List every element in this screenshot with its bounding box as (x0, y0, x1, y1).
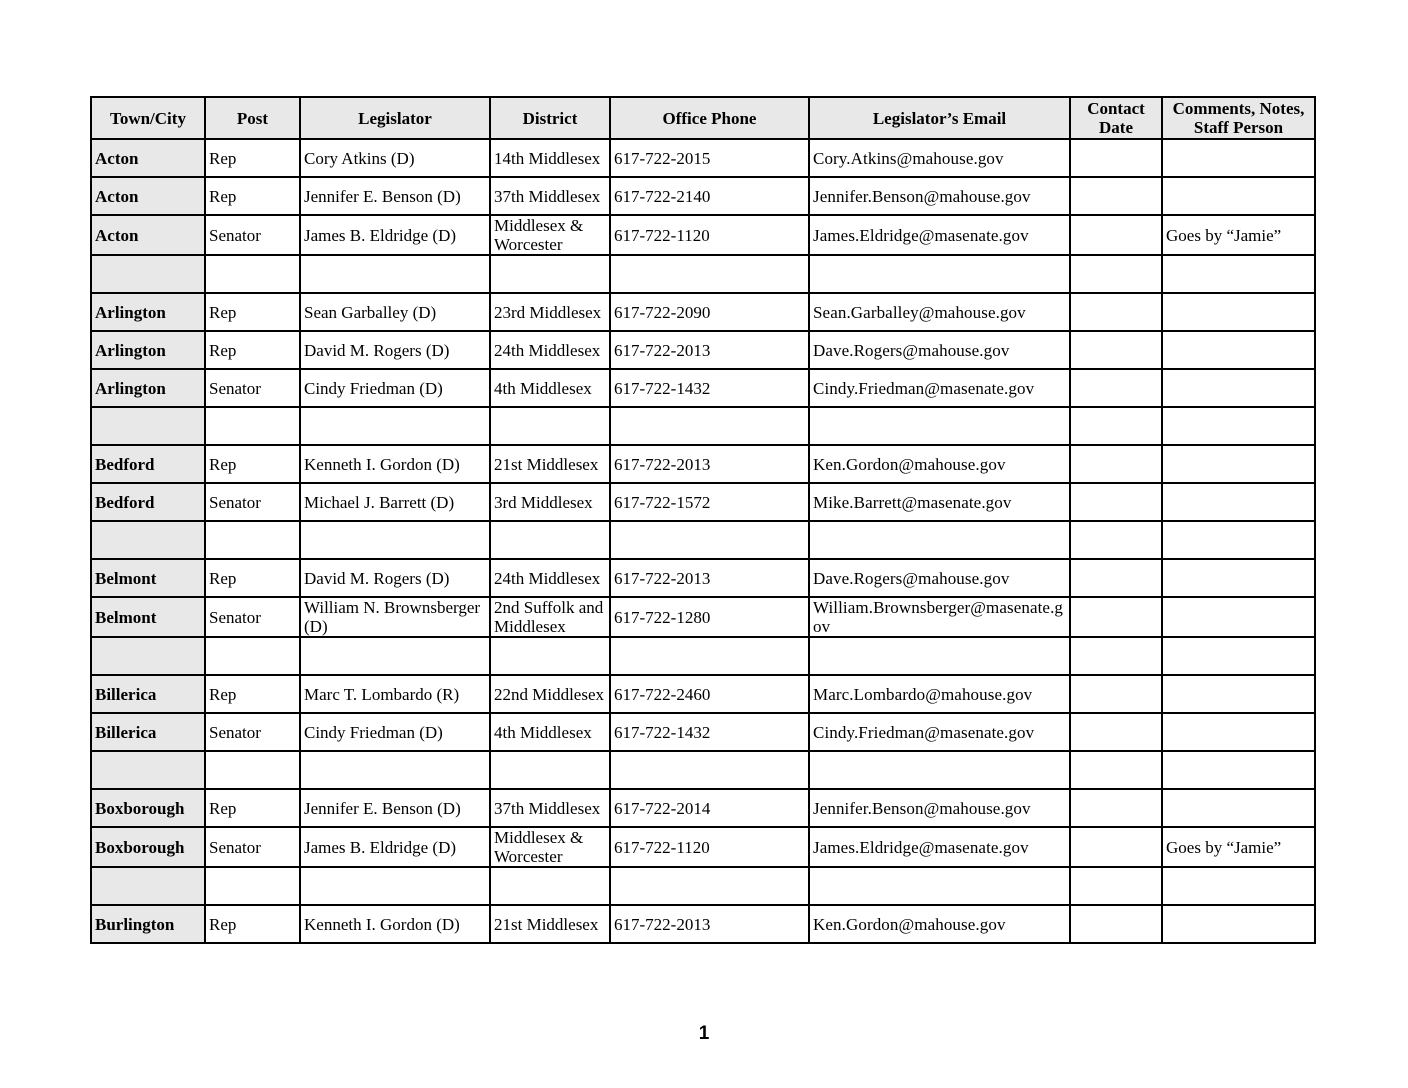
cell-legislator: Kenneth I. Gordon (D) (300, 905, 490, 943)
cell-comments (1162, 293, 1315, 331)
cell-legislator: Marc T. Lombardo (R) (300, 675, 490, 713)
cell-post: Rep (205, 675, 300, 713)
cell-district: 37th Middlesex (490, 789, 610, 827)
cell-legislator: James B. Eldridge (D) (300, 827, 490, 867)
cell-phone: 617-722-1432 (610, 369, 809, 407)
header-comments: Comments, Notes, Staff Person (1162, 97, 1315, 139)
cell-town: Arlington (91, 331, 205, 369)
cell-phone: 617-722-2015 (610, 139, 809, 177)
cell-post: Senator (205, 827, 300, 867)
cell-town (91, 867, 205, 905)
table-row (91, 139, 1315, 177)
cell-phone (610, 255, 809, 293)
cell-town: Acton (91, 215, 205, 255)
cell-post (205, 867, 300, 905)
cell-town: Belmont (91, 559, 205, 597)
table-row (91, 789, 1315, 827)
cell-comments: Goes by “Jamie” (1162, 215, 1315, 255)
cell-comments (1162, 445, 1315, 483)
cell-district: 24th Middlesex (490, 331, 610, 369)
cell-email: Cindy.Friedman@masenate.gov (809, 369, 1070, 407)
cell-legislator (300, 521, 490, 559)
cell-legislator (300, 407, 490, 445)
cell-legislator (300, 255, 490, 293)
cell-email: Jennifer.Benson@mahouse.gov (809, 177, 1070, 215)
header-district: District (490, 97, 610, 139)
cell-legislator (300, 637, 490, 675)
cell-comments (1162, 369, 1315, 407)
table-body (91, 139, 1315, 943)
cell-district: 24th Middlesex (490, 559, 610, 597)
cell-contact-date (1070, 751, 1162, 789)
cell-legislator: David M. Rogers (D) (300, 331, 490, 369)
cell-comments (1162, 905, 1315, 943)
cell-legislator: William N. Brownsberger (D) (300, 597, 490, 637)
cell-email (809, 255, 1070, 293)
header-post: Post (205, 97, 300, 139)
cell-district (490, 407, 610, 445)
cell-phone: 617-722-1572 (610, 483, 809, 521)
cell-district (490, 751, 610, 789)
cell-district: 23rd Middlesex (490, 293, 610, 331)
cell-email: Sean.Garballey@mahouse.gov (809, 293, 1070, 331)
cell-town: Billerica (91, 675, 205, 713)
cell-email: Cory.Atkins@mahouse.gov (809, 139, 1070, 177)
table-row (91, 713, 1315, 751)
cell-email: James.Eldridge@masenate.gov (809, 827, 1070, 867)
header-office-phone: Office Phone (610, 97, 809, 139)
header-contact-date: Contact Date (1070, 97, 1162, 139)
table-row (91, 559, 1315, 597)
cell-contact-date (1070, 905, 1162, 943)
cell-email: Cindy.Friedman@masenate.gov (809, 713, 1070, 751)
table-row (91, 867, 1315, 905)
cell-contact-date (1070, 483, 1162, 521)
cell-email (809, 521, 1070, 559)
cell-comments: Goes by “Jamie” (1162, 827, 1315, 867)
cell-legislator: Sean Garballey (D) (300, 293, 490, 331)
cell-district (490, 521, 610, 559)
cell-comments (1162, 789, 1315, 827)
cell-contact-date (1070, 827, 1162, 867)
cell-legislator: Kenneth I. Gordon (D) (300, 445, 490, 483)
cell-post: Rep (205, 177, 300, 215)
cell-contact-date (1070, 713, 1162, 751)
cell-phone: 617-722-2013 (610, 559, 809, 597)
cell-contact-date (1070, 521, 1162, 559)
cell-district: 22nd Middlesex (490, 675, 610, 713)
table-row (91, 407, 1315, 445)
cell-contact-date (1070, 369, 1162, 407)
cell-town: Bedford (91, 483, 205, 521)
table-row (91, 751, 1315, 789)
cell-district: Middlesex & Worcester (490, 827, 610, 867)
cell-legislator (300, 751, 490, 789)
header-email: Legislator’s Email (809, 97, 1070, 139)
header-row (91, 97, 1315, 139)
cell-comments (1162, 255, 1315, 293)
cell-phone (610, 751, 809, 789)
table-row (91, 521, 1315, 559)
cell-town: Boxborough (91, 827, 205, 867)
table-row (91, 675, 1315, 713)
cell-legislator: Jennifer E. Benson (D) (300, 177, 490, 215)
page-number: 1 (698, 1023, 710, 1044)
cell-legislator: Cindy Friedman (D) (300, 713, 490, 751)
cell-town: Burlington (91, 905, 205, 943)
cell-comments (1162, 483, 1315, 521)
cell-town: Acton (91, 139, 205, 177)
cell-town: Bedford (91, 445, 205, 483)
cell-phone: 617-722-1432 (610, 713, 809, 751)
cell-comments (1162, 407, 1315, 445)
cell-email: Marc.Lombardo@mahouse.gov (809, 675, 1070, 713)
cell-town: Boxborough (91, 789, 205, 827)
cell-post: Rep (205, 905, 300, 943)
cell-legislator (300, 867, 490, 905)
header-legislator: Legislator (300, 97, 490, 139)
cell-district: 21st Middlesex (490, 445, 610, 483)
cell-email: James.Eldridge@masenate.gov (809, 215, 1070, 255)
cell-contact-date (1070, 255, 1162, 293)
cell-contact-date (1070, 867, 1162, 905)
cell-legislator: Jennifer E. Benson (D) (300, 789, 490, 827)
cell-district (490, 637, 610, 675)
cell-district: 4th Middlesex (490, 713, 610, 751)
cell-post: Rep (205, 293, 300, 331)
cell-contact-date (1070, 597, 1162, 637)
legislator-contact-table (90, 96, 1316, 944)
cell-town (91, 255, 205, 293)
cell-phone: 617-722-2090 (610, 293, 809, 331)
cell-legislator: James B. Eldridge (D) (300, 215, 490, 255)
cell-town: Billerica (91, 713, 205, 751)
cell-comments (1162, 675, 1315, 713)
cell-phone: 617-722-1280 (610, 597, 809, 637)
cell-town (91, 637, 205, 675)
cell-district: 37th Middlesex (490, 177, 610, 215)
cell-district: 2nd Suffolk and Middlesex (490, 597, 610, 637)
table-row (91, 905, 1315, 943)
table-row (91, 445, 1315, 483)
header-town-city: Town/City (91, 97, 205, 139)
cell-phone: 617-722-2460 (610, 675, 809, 713)
cell-phone (610, 637, 809, 675)
cell-contact-date (1070, 559, 1162, 597)
cell-post: Rep (205, 559, 300, 597)
cell-email: Mike.Barrett@masenate.gov (809, 483, 1070, 521)
cell-email (809, 751, 1070, 789)
cell-comments (1162, 177, 1315, 215)
cell-email: Jennifer.Benson@mahouse.gov (809, 789, 1070, 827)
cell-contact-date (1070, 139, 1162, 177)
cell-email: William.Brownsberger@masenate.gov (809, 597, 1070, 637)
table-row (91, 483, 1315, 521)
cell-post (205, 751, 300, 789)
cell-email: Dave.Rogers@mahouse.gov (809, 559, 1070, 597)
table-row (91, 215, 1315, 255)
cell-legislator: Michael J. Barrett (D) (300, 483, 490, 521)
table-row (91, 369, 1315, 407)
cell-post (205, 521, 300, 559)
cell-legislator: David M. Rogers (D) (300, 559, 490, 597)
cell-comments (1162, 521, 1315, 559)
cell-contact-date (1070, 789, 1162, 827)
cell-town (91, 407, 205, 445)
table-row (91, 637, 1315, 675)
table-row (91, 293, 1315, 331)
cell-post (205, 407, 300, 445)
cell-legislator: Cory Atkins (D) (300, 139, 490, 177)
cell-phone: 617-722-2013 (610, 331, 809, 369)
cell-phone (610, 521, 809, 559)
cell-post: Rep (205, 139, 300, 177)
cell-post: Rep (205, 445, 300, 483)
cell-post: Senator (205, 369, 300, 407)
table-row (91, 177, 1315, 215)
cell-contact-date (1070, 407, 1162, 445)
cell-comments (1162, 751, 1315, 789)
cell-post: Rep (205, 331, 300, 369)
cell-contact-date (1070, 331, 1162, 369)
cell-phone (610, 407, 809, 445)
cell-comments (1162, 713, 1315, 751)
cell-contact-date (1070, 177, 1162, 215)
cell-contact-date (1070, 293, 1162, 331)
cell-phone: 617-722-2140 (610, 177, 809, 215)
cell-email: Ken.Gordon@mahouse.gov (809, 445, 1070, 483)
cell-district: Middlesex & Worcester (490, 215, 610, 255)
cell-contact-date (1070, 675, 1162, 713)
cell-comments (1162, 559, 1315, 597)
cell-town (91, 521, 205, 559)
cell-district: 21st Middlesex (490, 905, 610, 943)
cell-district: 14th Middlesex (490, 139, 610, 177)
cell-post: Senator (205, 597, 300, 637)
table-row (91, 597, 1315, 637)
cell-post (205, 637, 300, 675)
cell-contact-date (1070, 215, 1162, 255)
cell-phone: 617-722-1120 (610, 215, 809, 255)
cell-contact-date (1070, 637, 1162, 675)
table-row (91, 827, 1315, 867)
cell-phone (610, 867, 809, 905)
cell-district (490, 867, 610, 905)
cell-comments (1162, 637, 1315, 675)
cell-district: 3rd Middlesex (490, 483, 610, 521)
cell-comments (1162, 331, 1315, 369)
cell-district (490, 255, 610, 293)
cell-post: Rep (205, 789, 300, 827)
cell-comments (1162, 867, 1315, 905)
cell-post (205, 255, 300, 293)
cell-comments (1162, 597, 1315, 637)
cell-phone: 617-722-1120 (610, 827, 809, 867)
cell-phone: 617-722-2014 (610, 789, 809, 827)
cell-email (809, 637, 1070, 675)
cell-town (91, 751, 205, 789)
cell-comments (1162, 139, 1315, 177)
cell-town: Belmont (91, 597, 205, 637)
cell-contact-date (1070, 445, 1162, 483)
cell-town: Acton (91, 177, 205, 215)
cell-post: Senator (205, 483, 300, 521)
cell-email: Dave.Rogers@mahouse.gov (809, 331, 1070, 369)
cell-post: Senator (205, 713, 300, 751)
cell-phone: 617-722-2013 (610, 905, 809, 943)
cell-legislator: Cindy Friedman (D) (300, 369, 490, 407)
cell-post: Senator (205, 215, 300, 255)
cell-email: Ken.Gordon@mahouse.gov (809, 905, 1070, 943)
cell-phone: 617-722-2013 (610, 445, 809, 483)
table-row (91, 255, 1315, 293)
cell-district: 4th Middlesex (490, 369, 610, 407)
cell-town: Arlington (91, 293, 205, 331)
table-row (91, 331, 1315, 369)
cell-email (809, 407, 1070, 445)
cell-town: Arlington (91, 369, 205, 407)
cell-email (809, 867, 1070, 905)
